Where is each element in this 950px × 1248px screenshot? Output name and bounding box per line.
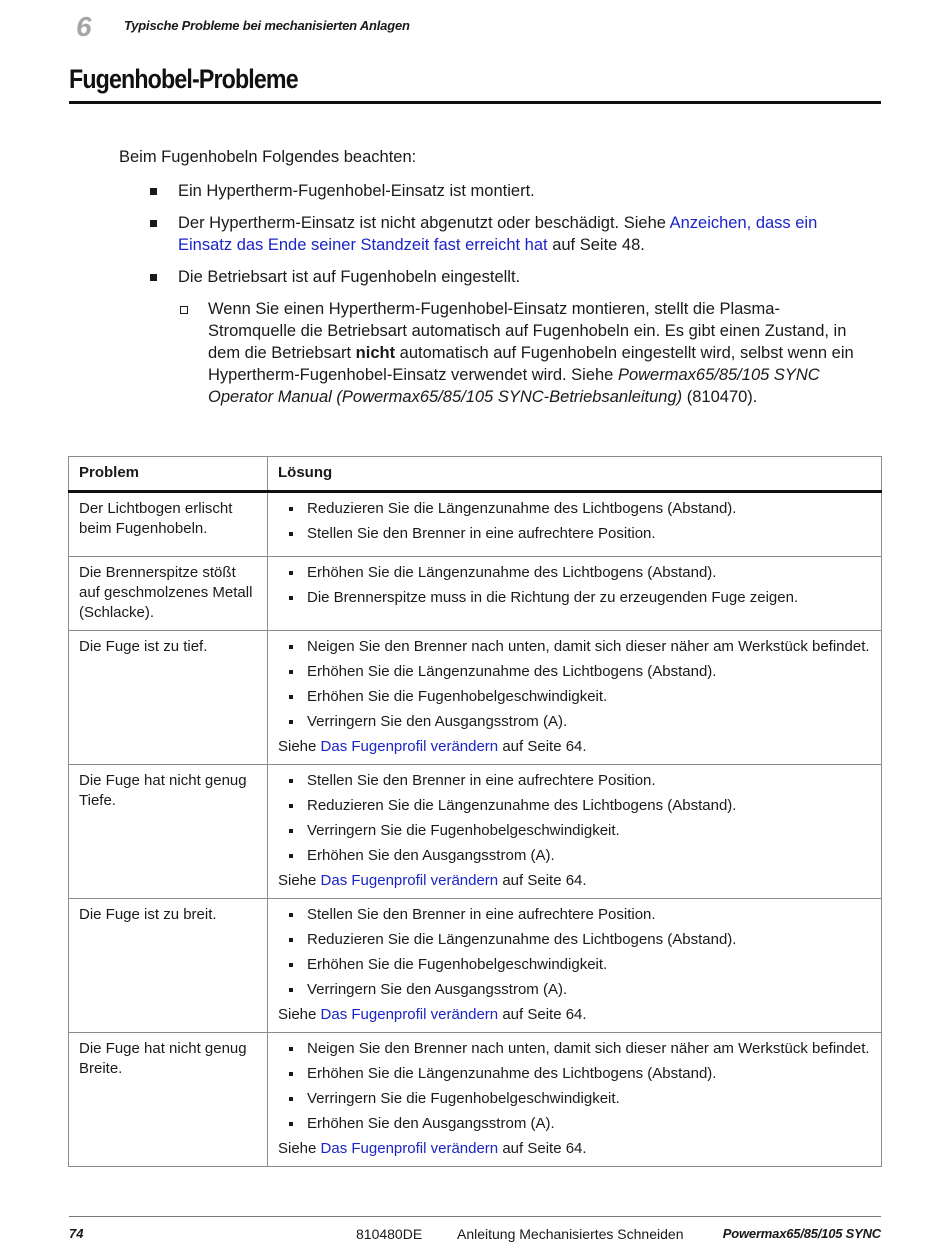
gouge-profile-link[interactable]: Das Fugenprofil verändern xyxy=(320,872,499,889)
table-header-row xyxy=(69,457,882,492)
solution-list xyxy=(278,499,871,544)
list-item-text: Ein Hypertherm-Fugenhobel-Einsatz ist montiert. xyxy=(178,182,535,200)
solution-item: Stellen Sie den Brenner in eine aufrechtere Position. xyxy=(278,771,871,791)
intro-section xyxy=(119,146,859,418)
solution-item: Reduzieren Sie die Längenzunahme des Lichtbogens (Abstand). xyxy=(278,499,871,519)
see-text: Siehe xyxy=(278,1006,321,1023)
gouge-profile-link[interactable]: Das Fugenprofil verändern xyxy=(320,1006,499,1023)
solution-item: Reduzieren Sie die Längenzunahme des Lichtbogens (Abstand). xyxy=(278,930,871,950)
see-text: auf Seite 64. xyxy=(498,872,587,889)
table-row xyxy=(69,765,882,899)
problem-cell: Der Lichtbogen erlischt beim Fugenhobeln. xyxy=(69,492,268,557)
troubleshooting-table xyxy=(68,456,882,1167)
solution-cell xyxy=(268,557,882,631)
sub-text: automatisch auf Fugenhobeln eingestellt wird, selbst wenn ein Hypertherm-Fugenhobel-Einsatz verwendet wird. Siehe xyxy=(208,344,854,384)
solution-list xyxy=(278,771,871,866)
problem-cell: Die Fuge hat nicht genug Breite. xyxy=(69,1033,268,1167)
solution-cell xyxy=(268,631,882,765)
table-row xyxy=(69,899,882,1033)
solution-cell xyxy=(268,765,882,899)
problem-cell: Die Fuge ist zu tief. xyxy=(69,631,268,765)
solution-item: Verringern Sie die Fugenhobelgeschwindigkeit. xyxy=(278,821,871,841)
see-text: auf Seite 64. xyxy=(498,1006,587,1023)
page-number: 74 xyxy=(69,1226,84,1241)
sub-text: Wenn Sie einen Hypertherm-Fugenhobel-Einsatz montieren, stellt die Plasma-Stromquelle die Betriebsart automatisch auf Fugenhobeln ein. Es gibt einen Zustand, in dem die Betriebsart xyxy=(208,300,847,362)
column-header-problem: Problem xyxy=(69,457,268,492)
solution-list xyxy=(278,637,871,732)
solution-item: Erhöhen Sie die Längenzunahme des Lichtbogens (Abstand). xyxy=(278,563,871,583)
solution-list xyxy=(278,1039,871,1134)
solution-item: Stellen Sie den Brenner in eine aufrechtere Position. xyxy=(278,905,871,925)
sub-text: (810470). xyxy=(682,388,758,406)
sub-list-item xyxy=(178,298,859,408)
solution-item: Neigen Sie den Brenner nach unten, damit sich dieser näher am Werkstück befindet. xyxy=(278,637,871,657)
solution-item: Erhöhen Sie die Längenzunahme des Lichtbogens (Abstand). xyxy=(278,1064,871,1084)
solution-cell xyxy=(268,1033,882,1167)
solution-item: Erhöhen Sie den Ausgangsstrom (A). xyxy=(278,846,871,866)
footer-divider xyxy=(69,1216,881,1217)
product-name: Powermax65/85/105 SYNC xyxy=(722,1226,881,1241)
solution-item: Erhöhen Sie den Ausgangsstrom (A). xyxy=(278,1114,871,1134)
solution-item: Erhöhen Sie die Fugenhobelgeschwindigkeit. xyxy=(278,955,871,975)
problem-cell: Die Fuge ist zu breit. xyxy=(69,899,268,1033)
gouge-profile-link[interactable]: Das Fugenprofil verändern xyxy=(320,738,499,755)
chapter-number: 6 xyxy=(76,11,92,42)
doc-number: 810480DE xyxy=(356,1226,423,1242)
page-title: Fugenhobel-Probleme xyxy=(69,64,298,94)
sub-text-bold: nicht xyxy=(355,344,396,362)
list-item xyxy=(119,180,859,202)
title-divider xyxy=(69,101,881,104)
solution-list xyxy=(278,905,871,1000)
gouge-profile-link[interactable]: Das Fugenprofil verändern xyxy=(320,1140,499,1157)
see-reference xyxy=(278,1139,871,1159)
see-text: auf Seite 64. xyxy=(498,738,587,755)
list-item-text: auf Seite 48. xyxy=(547,236,645,254)
solution-item: Neigen Sie den Brenner nach unten, damit sich dieser näher am Werkstück befindet. xyxy=(278,1039,871,1059)
solution-item: Erhöhen Sie die Längenzunahme des Lichtbogens (Abstand). xyxy=(278,662,871,682)
table-row xyxy=(69,631,882,765)
see-text: Siehe xyxy=(278,872,321,889)
solution-cell xyxy=(268,492,882,557)
solution-item: Verringern Sie den Ausgangsstrom (A). xyxy=(278,712,871,732)
see-reference xyxy=(278,1005,871,1025)
column-header-solution: Lösung xyxy=(268,457,882,492)
see-text: Siehe xyxy=(278,738,321,755)
table-row xyxy=(69,557,882,631)
requirements-list xyxy=(119,180,859,408)
solution-item: Erhöhen Sie die Fugenhobelgeschwindigkeit. xyxy=(278,687,871,707)
solution-list xyxy=(278,563,871,608)
list-item-text: Die Betriebsart ist auf Fugenhobeln eingestellt. xyxy=(178,268,521,286)
solution-item: Verringern Sie die Fugenhobelgeschwindigkeit. xyxy=(278,1089,871,1109)
problem-cell: Die Fuge hat nicht genug Tiefe. xyxy=(69,765,268,899)
table-row xyxy=(69,1033,882,1167)
list-item xyxy=(119,266,859,408)
intro-lead: Beim Fugenhobeln Folgendes beachten: xyxy=(119,148,417,166)
consumable-wear-link[interactable]: Anzeichen, dass ein Einsatz das Ende seiner Standzeit fast erreicht hat xyxy=(178,214,818,254)
see-text: Siehe xyxy=(278,1140,321,1157)
solution-item: Reduzieren Sie die Längenzunahme des Lichtbogens (Abstand). xyxy=(278,796,871,816)
solution-cell xyxy=(268,899,882,1033)
problem-cell: Die Brennerspitze stößt auf geschmolzenes Metall (Schlacke). xyxy=(69,557,268,631)
see-text: auf Seite 64. xyxy=(498,1140,587,1157)
manual-name: Anleitung Mechanisiertes Schneiden xyxy=(457,1226,684,1242)
chapter-title: Typische Probleme bei mechanisierten Anlagen xyxy=(124,18,410,33)
list-item xyxy=(119,212,859,256)
see-reference xyxy=(278,871,871,891)
solution-item: Verringern Sie den Ausgangsstrom (A). xyxy=(278,980,871,1000)
see-reference xyxy=(278,737,871,757)
solution-item: Stellen Sie den Brenner in eine aufrechtere Position. xyxy=(278,524,871,544)
table-row xyxy=(69,492,882,557)
manual-reference: Powermax65/85/105 SYNC Operator Manual (Powermax65/85/105 SYNC-Betriebsanleitung) xyxy=(208,366,820,406)
list-item-text: Der Hypertherm-Einsatz ist nicht abgenutzt oder beschädigt. Siehe xyxy=(178,214,670,232)
sub-list xyxy=(178,298,859,408)
solution-item: Die Brennerspitze muss in die Richtung der zu erzeugenden Fuge zeigen. xyxy=(278,588,871,608)
